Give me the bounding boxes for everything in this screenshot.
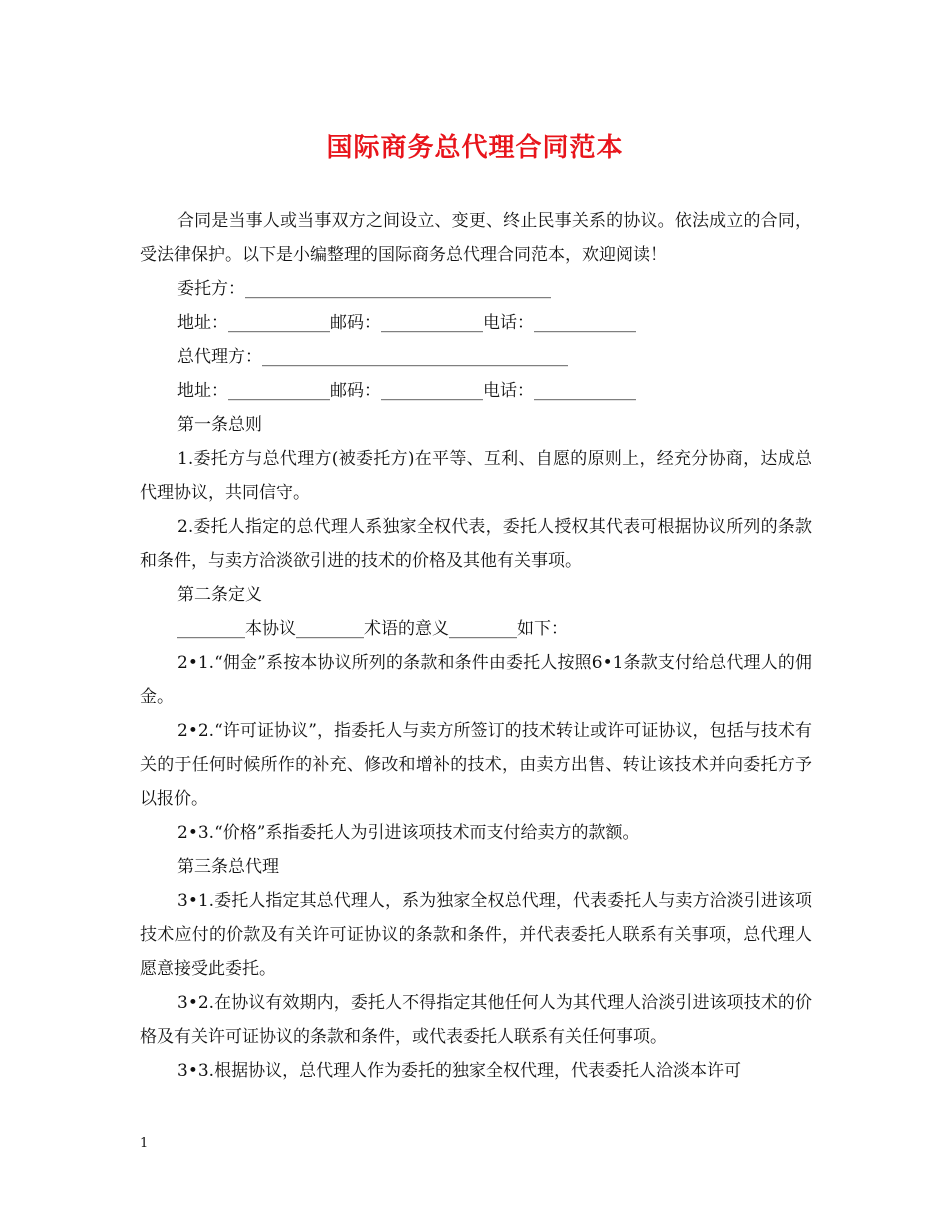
article-heading: 第二条定义 <box>177 585 262 605</box>
clause-paragraph: 2•3.“价格”系指委托人为引进该项技术而支付给卖方的款额。 <box>177 823 640 843</box>
agent-address-line: 地址：____________邮码：____________电话：____________ <box>177 381 636 401</box>
intro-paragraph: 合同是当事人或当事双方之间设立、变更、终止民事关系的协议。依法成立的合同，受法律保护。以下是小编整理的国际商务总代理合同范本，欢迎阅读！ <box>140 211 812 265</box>
definition-intro: ________本协议________术语的意义________如下： <box>177 619 568 639</box>
clause-paragraph: 2•1.“佣金”系按本协议所列的条款和条件由委托人按照6•1条款支付给总代理人的佣金。 <box>140 653 812 707</box>
principal-field: 委托方：____________________________________ <box>177 279 551 299</box>
clause-paragraph: 3•1.委托人指定其总代理人，系为独家全权总代理，代表委托人与卖方洽淡引进该项技术应付的价款及有关许可证协议的条款和条件，并代表委托人联系有关事项，总代理人愿意接受此委托。 <box>140 891 812 979</box>
article-heading: 第三条总代理 <box>177 857 279 877</box>
page-number: 1 <box>140 1136 149 1151</box>
article-heading: 第一条总则 <box>177 415 262 435</box>
document-body <box>140 204 812 1088</box>
document-title: 国际商务总代理合同范本 <box>326 133 624 163</box>
clause-paragraph: 3•2.在协议有效期内，委托人不得指定其他任何人为其代理人洽淡引进该项技术的价格及有关许可证协议的条款和条件，或代表委托人联系有关任何事项。 <box>140 993 812 1047</box>
principal-address-line: 地址：____________邮码：____________电话：____________ <box>177 313 636 333</box>
clause-paragraph: 2.委托人指定的总代理人系独家全权代表，委托人授权其代表可根据协议所列的条款和条件，与卖方洽淡欲引进的技术的价格及其他有关事项。 <box>140 517 812 571</box>
clause-paragraph: 2•2.“许可证协议”，指委托人与卖方所签订的技术转让或许可证协议，包括与技术有关的于任何时候所作的补充、修改和增补的技术，由卖方出售、转让该技术并向委托方予以报价。 <box>140 721 812 809</box>
agent-field: 总代理方：____________________________________ <box>177 347 568 367</box>
clause-paragraph: 3•3.根据协议，总代理人作为委托的独家全权代理，代表委托人洽淡本许可 <box>177 1061 742 1081</box>
clause-paragraph: 1.委托方与总代理方(被委托方)在平等、互利、自愿的原则上，经充分协商，达成总代理协议，共同信守。 <box>140 449 812 503</box>
